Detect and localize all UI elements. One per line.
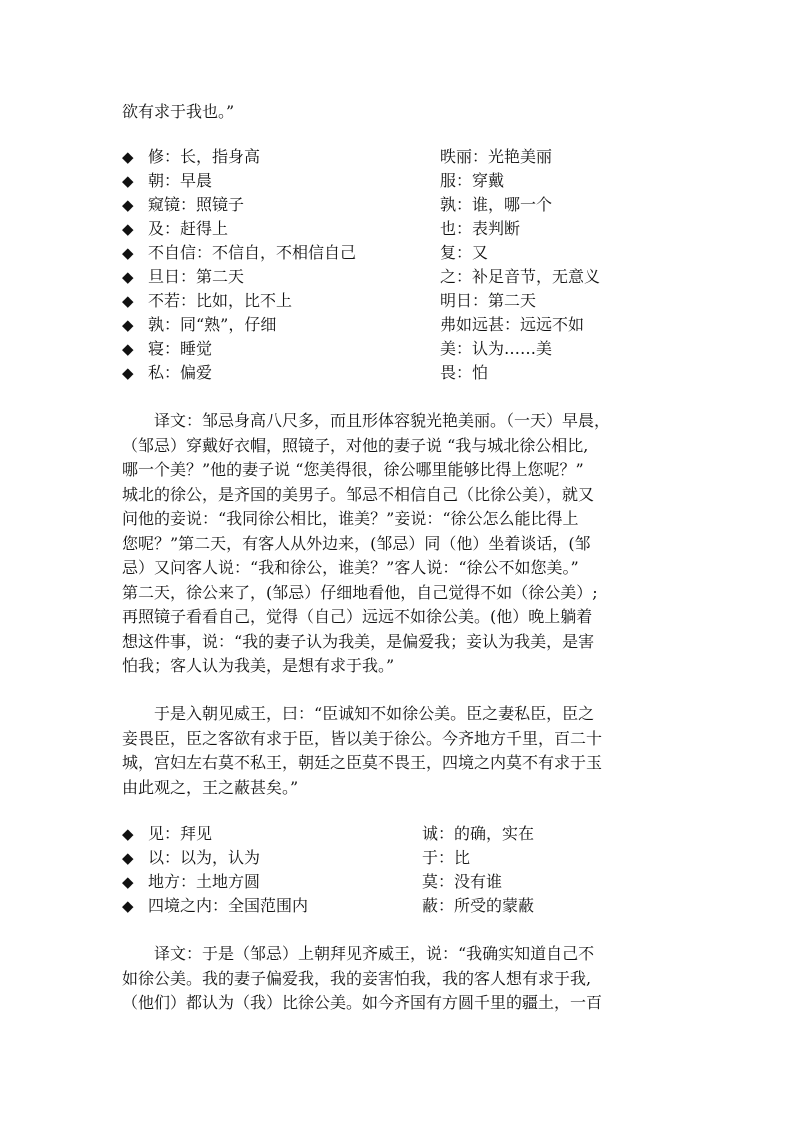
paragraph-line: 再照镜子看看自己，觉得（自己）远远不如徐公美。(他）晚上躺着 (122, 607, 593, 626)
vocab-item (122, 169, 722, 193)
vocab-term: 不自信：不信自，不相信自己 (148, 243, 357, 262)
translation-paragraph-1 (122, 409, 682, 679)
diamond-bullet-icon: ◆ (122, 292, 134, 310)
vocab-item (122, 361, 722, 385)
paragraph-line: 第二天，徐公来了，(邹忌）仔细地看他，自己觉得不如（徐公美）; (122, 582, 598, 602)
paragraph-line: 城北的徐公，是齐国的美男子。邹忌不相信自己（比徐公美），就又 (122, 484, 595, 504)
vocab-item (122, 241, 722, 265)
diamond-bullet-icon: ◆ (122, 340, 134, 358)
paragraph-line: 怕我；客人认为我美，是想有求于我。” (122, 656, 395, 675)
vocab-item (122, 846, 722, 870)
vocab-term-right: 弗如远甚：远远不如 (440, 315, 585, 334)
paragraph-line: 问他的妾说：“我同徐公相比，谁美？”妾说：“徐公怎么能比得上 (122, 509, 579, 528)
vocab-term-right: 服：穿戴 (440, 171, 505, 190)
vocab-term: 旦日：第二天 (148, 267, 245, 286)
paragraph-line: 想这件事，说：“我的妻子认为我美，是偏爱我；妾认为我美，是害 (122, 631, 595, 651)
vocab-term: 孰：同“熟”，仔细 (148, 315, 277, 334)
vocab-item (122, 822, 722, 846)
diamond-bullet-icon: ◆ (122, 244, 134, 262)
vocab-term: 不若：比如，比不上 (148, 291, 293, 310)
vocab-term-right: 孰：谁，哪一个 (440, 195, 553, 214)
diamond-bullet-icon: ◆ (122, 268, 134, 286)
paragraph-line: 译文：于是（邹忌）上朝拜见齐威王，说：“我确实知道自己不 (122, 944, 595, 963)
paragraph-line: （他们）都认为（我）比徐公美。如今齐国有方圆千里的疆土，一百 (122, 993, 603, 1012)
diamond-bullet-icon: ◆ (122, 148, 134, 166)
vocab-term-right: 之：补足音节，无意义 (440, 267, 601, 286)
diamond-bullet-icon: ◆ (122, 897, 134, 915)
diamond-bullet-icon: ◆ (122, 849, 134, 867)
vocab-term: 私：偏爱 (148, 363, 213, 382)
paragraph-line: 于是入朝见威王，曰：“臣诚知不如徐公美。臣之妻私臣，臣之 (122, 704, 595, 723)
diamond-bullet-icon: ◆ (122, 364, 134, 382)
vocab-item (122, 217, 722, 241)
vocab-item (122, 313, 722, 337)
paragraph-line: 哪一个美？”他的妻子说 “您美得很，徐公哪里能够比得上您呢？” (122, 460, 584, 479)
translation-paragraph-2 (122, 942, 682, 1016)
vocab-term: 四境之内：全国范围内 (148, 896, 309, 915)
vocab-term-right: 莫：没有谁 (422, 872, 503, 891)
paragraph-line: 您呢？”第二天，有客人从外边来，(邹忌）同（他）坐着谈话，(邹 (122, 533, 591, 553)
vocab-item (122, 870, 722, 894)
diamond-bullet-icon: ◆ (122, 196, 134, 214)
paragraph-line: 如徐公美。我的妻子偏爱我，我的妾害怕我，我的客人想有求于我, (122, 968, 592, 988)
vocab-term: 地方：土地方圆 (148, 872, 261, 891)
vocab-item (122, 145, 722, 169)
diamond-bullet-icon: ◆ (122, 873, 134, 891)
vocab-term: 朝：早晨 (148, 171, 213, 190)
vocab-term-right: 也：表判断 (440, 219, 521, 238)
vocab-term: 以：以为，认为 (148, 848, 261, 867)
vocab-term-right: 昳丽：光艳美丽 (440, 147, 553, 166)
paragraph-line: 译文：邹忌身高八尺多，而且形体容貌光艳美丽。（一天）早晨， (122, 411, 611, 430)
vocab-term-right: 美：认为……美 (440, 339, 553, 358)
paragraph-line: 由此观之，王之蔽甚矣。” (122, 777, 299, 797)
vocab-term-right: 复：又 (440, 243, 489, 262)
vocab-term: 窥镜：照镜子 (148, 195, 245, 214)
vocab-item (122, 193, 722, 217)
original-text-paragraph (122, 702, 682, 800)
vocab-term: 及：赶得上 (148, 219, 229, 238)
diamond-bullet-icon: ◆ (122, 316, 134, 334)
paragraph-line: （邹忌）穿戴好衣帽，照镜子，对他的妻子说 “我与城北徐公相比, (122, 435, 589, 455)
vocab-term: 修：长，指身高 (148, 147, 261, 166)
vocab-term: 见：拜见 (148, 824, 213, 843)
vocab-item (122, 337, 722, 361)
vocab-term: 寝：睡觉 (148, 339, 213, 358)
vocab-term-right: 明日：第二天 (440, 291, 537, 310)
vocab-term-right: 蔽：所受的蒙蔽 (422, 896, 535, 915)
paragraph-line: 城，宫妇左右莫不私王，朝廷之臣莫不畏王，四境之内莫不有求于玉 (122, 753, 603, 772)
paragraph-line: 妾畏臣，臣之客欲有求于臣，皆以美于徐公。今齐地方千里，百二十 (122, 728, 603, 748)
diamond-bullet-icon: ◆ (122, 172, 134, 190)
vocab-item (122, 894, 722, 918)
vocab-term-right: 诚：的确，实在 (422, 824, 535, 843)
intro-line: 欲有求于我也。” (122, 102, 235, 121)
vocab-item (122, 265, 722, 289)
vocab-term-right: 畏：怕 (440, 363, 489, 382)
paragraph-line: 忌）又问客人说：“我和徐公，谁美？”客人说：“徐公不如您美。” (122, 558, 579, 577)
vocab-term-right: 于：比 (422, 848, 471, 867)
diamond-bullet-icon: ◆ (122, 825, 134, 843)
diamond-bullet-icon: ◆ (122, 220, 134, 238)
vocab-item (122, 289, 722, 313)
